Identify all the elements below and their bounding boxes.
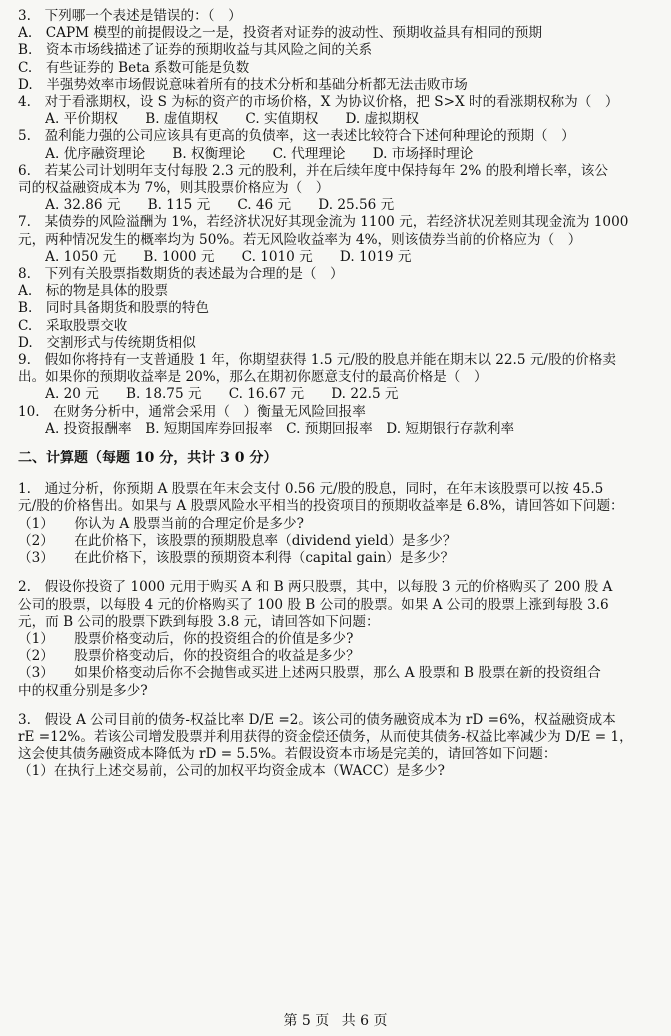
text-line: B. 同时具备期货和股票的特色 [18,300,210,317]
text-line: （3） 在此价格下，该股票的预期资本利得（capital gain）是多少？ [18,550,455,567]
text-line: A. 标的物是具体的股票 [18,283,169,300]
text-line: A. 1050 元 B. 1000 元 C. 1010 元 D. 1019 元 [18,248,412,265]
text-line: C. 采取股票交收 [18,317,128,334]
text-line: 9. 假如你将持有一支普通股 1 年，你期望获得 1.5 元/股的股息并能在期末以 22.5 元/股的价格卖 [18,352,616,369]
text-line: （1）在执行上述交易前，公司的加权平均资金成本（WACC）是多少? [18,763,445,780]
text-line: D. 半强势效率市场假说意味着所有的技术分析和基础分析都无法击败市场 [18,76,468,93]
text-line: 2. 假设你投资了 1000 元用于购买 A 和 B 两只股票，其中，以每股 3 元的价格购买了 200 股 A [18,579,613,596]
multiple-choice-block [18,8,653,438]
text-line: A. CAPM 模型的前提假设之一是，投资者对证券的波动性、预期收益具有相同的预期 [18,25,542,42]
text-line: （2） 股票价格变动后，你的投资组合的收益是多少？ [18,648,360,665]
question-1-block [18,481,653,567]
text-line: C. 有些证券的 Beta 系数可能是负数 [18,59,250,76]
text-line: 8. 下列有关股票指数期货的表述最为合理的是（ ） [18,266,344,283]
text-line: 3. 假设 A 公司目前的债务-权益比率 D/E =2。该公司的债务融资成本为 rD =6%，权益融资成本 [18,711,616,728]
text-line: A. 平价期权 B. 虚值期权 C. 实值期权 D. 虚拟期权 [18,111,419,128]
text-line: A. 32.86 元 B. 115 元 C. 46 元 D. 25.56 元 [18,197,395,214]
text-line: 1. 通过分析，你预期 A 股票在年末会支付 0.56 元/股的股息，同时，在年末该股票可以按 45.5 [18,481,604,498]
text-line: （2） 在此价格下，该股票的预期股息率（dividend yield）是多少？ [18,532,457,549]
text-line: D. 交割形式与传统期货相似 [18,334,196,351]
text-line: 出。如果你的预期收益率是 20%，那么在期初你愿意支付的最高价格是（ ） [18,369,488,386]
text-line: （3） 如果价格变动后你不会抛售或买进上述两只股票，那么 A 股票和 B 股票在新的投资组合 [18,665,601,682]
text-line: A. 20 元 B. 18.75 元 C. 16.67 元 D. 22.5 元 [18,386,399,403]
text-line: 元，两种情况发生的概率均为 50%。若无风险收益率为 4%，则该债券当前的价格应为（ ） [18,231,582,248]
text-line: 7. 某债券的风险溢酬为 1%，若经济状况好其现金流为 1100 元，若经济状况差则其现金流为 1000 [18,214,629,231]
text-line: 5. 盈利能力强的公司应该具有更高的负债率，这一表述比较符合下述何种理论的预期（ ） [18,128,575,145]
question-2-block [18,579,653,699]
question-3-block [18,712,653,781]
text-line: 6. 若某公司计划明年支付每股 2.3 元的股利，并在后续年度中保持每年 2% 的股利增长率，该公 [18,162,608,179]
text-line: （1） 股票价格变动后，你的投资组合的价值是多少? [18,630,354,647]
text-line: 10. 在财务分析中，通常会采用（ ）衡量无风险回报率 [18,403,366,420]
text-line: 中的权重分别是多少? [18,682,148,699]
section-title: 二、计算题（每题 10 分，共计 3 0 分） [18,450,278,467]
text-line: 元，而 B 公司的股票下跌到每股 3.8 元，请回答如下问题： [18,613,380,630]
text-line: 元/股的价格售出。如果与 A 股票风险水平相当的投资项目的预期收益率是 6.8%，请回答如下问题： [18,498,624,515]
page-footer [0,1010,671,1030]
text-line: 这会使其债务融资成本降低为 rD = 5.5%。若假设资本市场是完美的，请回答如下问题： [18,746,557,763]
text-line: rE =12%。若该公司增发股票并利用获得的资金偿还债务，从而使其债务-权益比率减少为 D/E = 1， [18,728,633,745]
text-line: 司的权益融资成本为 7%，则其股票价格应为（ ） [18,180,330,197]
text-line: B. 资本市场线描述了证券的预期收益与其风险之间的关系 [18,42,373,59]
text-line: （1） 你认为 A 股票当前的合理定价是多少? [18,515,304,532]
page-number: 第 5 页 [283,1013,330,1029]
text-line: 公司的股票，以每股 4 元的价格购买了 100 股 B 公司的股票。如果 A 公司的股票上涨到每股 3.6 [18,596,609,613]
text-line: 4. 对于看涨期权，设 S 为标的资产的市场价格，X 为协议价格，把 S>X 时的看涨期权称为（ ） [18,94,619,111]
text-line: A. 优序融资理论 B. 权衡理论 C. 代理理论 D. 市场择时理论 [18,145,474,162]
text-line: A. 投资报酬率 B. 短期国库券回报率 C. 预期回报率 D. 短期银行存款利率 [18,420,515,437]
text-line: 3. 下列哪一个表述是错误的：（ ） [18,8,242,24]
page-total: 共 6 页 [341,1013,388,1029]
